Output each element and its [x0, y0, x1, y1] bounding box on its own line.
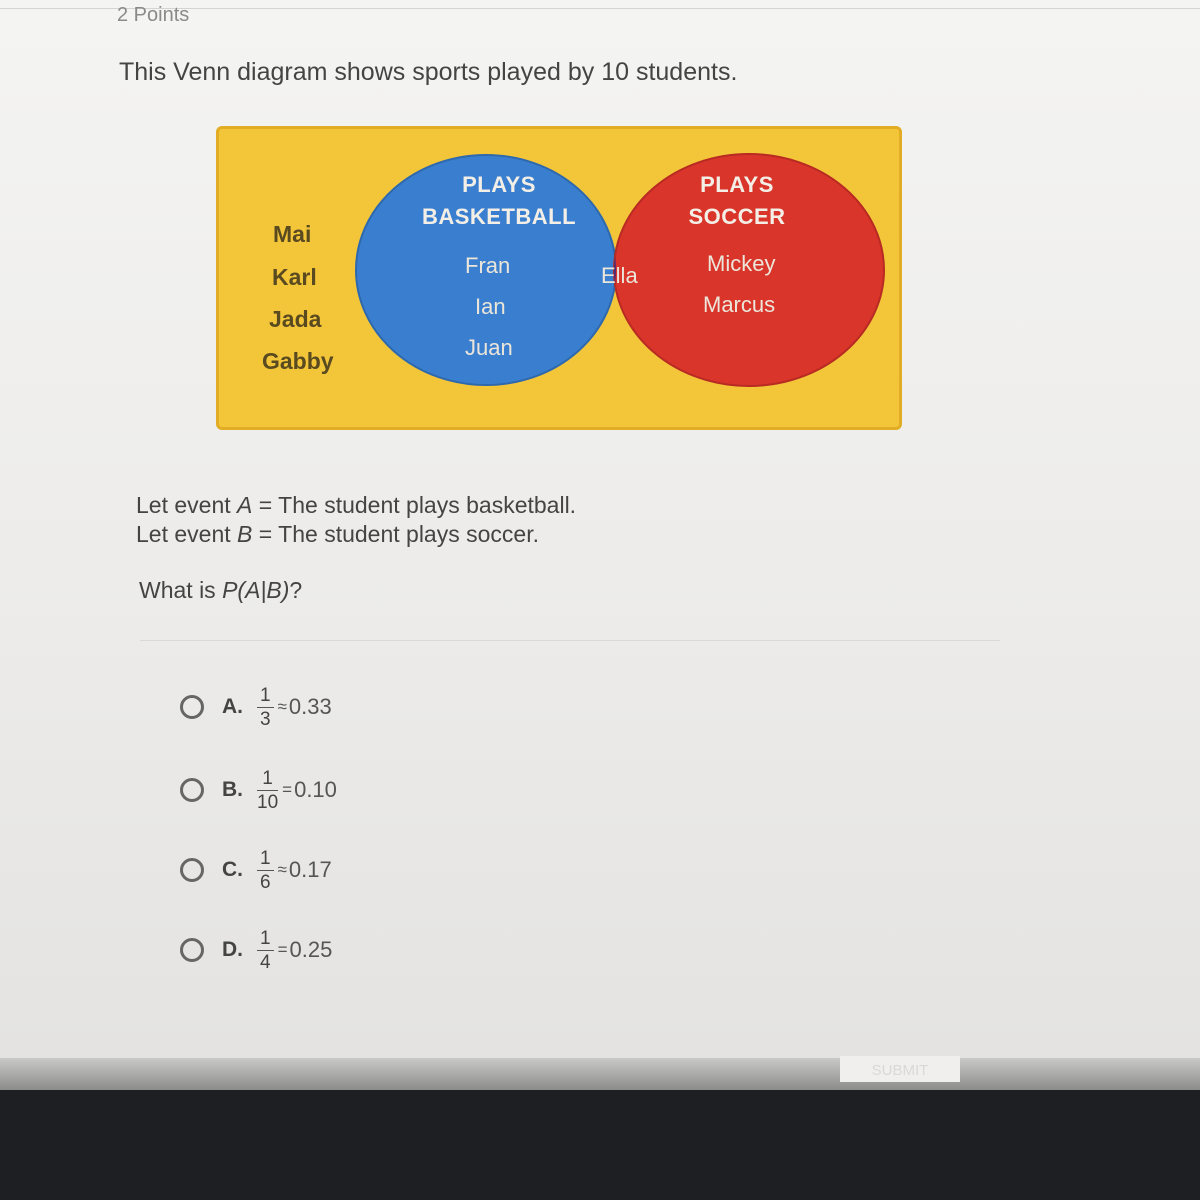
- venn-diagram: [216, 126, 902, 430]
- answer-option-c[interactable]: [180, 845, 332, 895]
- option-letter: C.: [222, 858, 243, 881]
- outside-name: Jada: [269, 306, 322, 332]
- answer-option-b[interactable]: [180, 765, 337, 815]
- basketball-set-title: PLAYS BASKETBALL: [421, 172, 577, 229]
- decimal-value: 0.33: [288, 694, 332, 719]
- fraction: $\frac{1}{4}$: [257, 929, 274, 972]
- soccer-set-title: PLAYS SOCCER: [688, 172, 786, 229]
- option-letter: B.: [222, 778, 243, 801]
- basketball-member: Juan: [465, 335, 513, 360]
- decimal-value: 0.10: [294, 777, 337, 802]
- outside-name: Gabby: [262, 348, 334, 374]
- answer-option-d[interactable]: [180, 925, 332, 975]
- question-text: What is P(A|B)?: [139, 577, 303, 603]
- fraction: $\frac{1}{6}$: [257, 849, 274, 892]
- points-label: 2 Points: [117, 4, 190, 26]
- radio-button[interactable]: [180, 778, 204, 802]
- soccer-member: Marcus: [703, 292, 776, 317]
- soccer-member: Mickey: [707, 251, 776, 276]
- radio-button[interactable]: [180, 695, 204, 719]
- outside-name: Karl: [272, 264, 317, 290]
- relation-symbol: =: [282, 780, 293, 799]
- relation-symbol: =: [277, 940, 288, 959]
- submit-button[interactable]: SUBMIT: [840, 1056, 960, 1082]
- decimal-value: 0.25: [289, 937, 333, 962]
- outside-name: Mai: [273, 221, 312, 247]
- radio-button[interactable]: [180, 938, 204, 962]
- both-member: Ella: [601, 263, 638, 288]
- basketball-member: Ian: [475, 294, 506, 319]
- option-letter: D.: [222, 938, 243, 961]
- answers-divider: [140, 640, 1000, 641]
- option-letter: A.: [222, 695, 243, 718]
- relation-symbol: ≈: [277, 697, 287, 716]
- question-intro: This Venn diagram shows sports played by 10 students.: [119, 58, 738, 86]
- answer-option-a[interactable]: [180, 682, 332, 732]
- laptop-bezel: [0, 1090, 1200, 1200]
- event-b-definition: Let event B = The student plays soccer.: [136, 521, 539, 547]
- screen-edge: [0, 1058, 1200, 1090]
- event-a-definition: Let event A = The student plays basketball.: [136, 492, 577, 518]
- fraction: $\frac{1}{3}$: [257, 686, 274, 729]
- decimal-value: 0.17: [288, 857, 332, 882]
- relation-symbol: ≈: [277, 860, 287, 879]
- radio-button[interactable]: [180, 858, 204, 882]
- fraction: $\frac{1}{10}$: [257, 767, 279, 813]
- basketball-member: Fran: [465, 253, 511, 278]
